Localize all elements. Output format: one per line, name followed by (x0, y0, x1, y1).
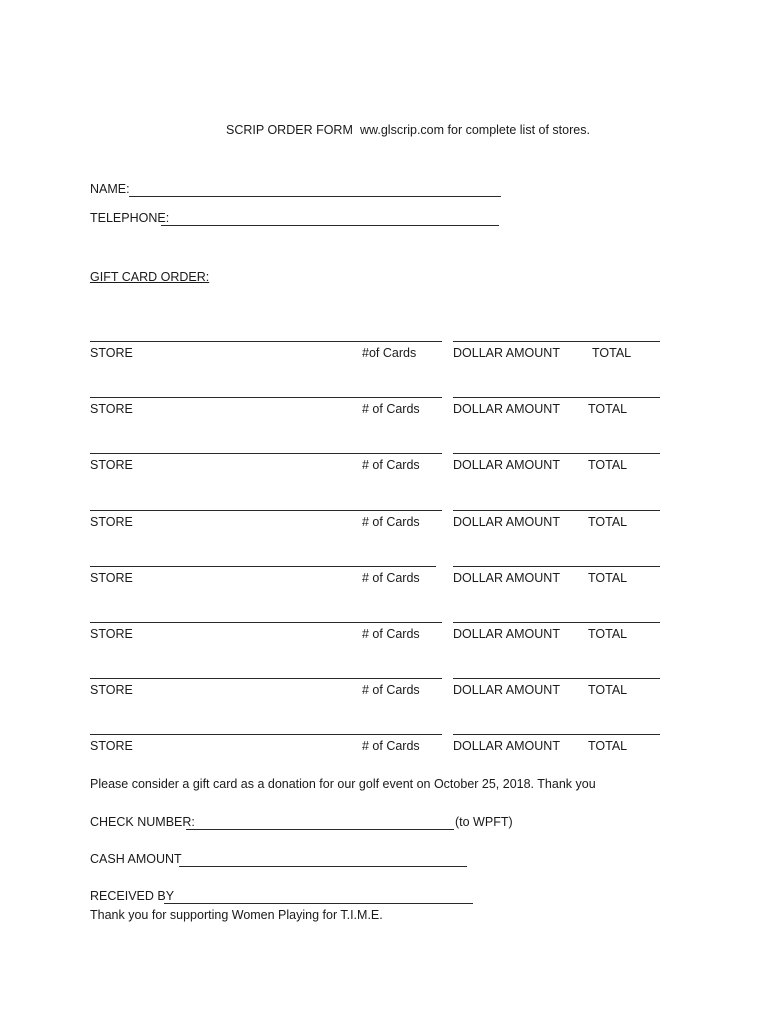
amount-entry-line[interactable] (453, 397, 660, 398)
amount-entry-line[interactable] (453, 678, 660, 679)
gift-card-order-heading: GIFT CARD ORDER: (90, 270, 210, 284)
dollar-amount-label: DOLLAR AMOUNT (453, 346, 560, 360)
dollar-amount-label: DOLLAR AMOUNT (453, 515, 560, 529)
total-label: TOTAL (588, 739, 628, 753)
website-note: ww.glscrip.com for complete list of stores. (360, 123, 590, 137)
store-entry-line[interactable] (90, 453, 442, 454)
check-number-label: CHECK NUMBER: (90, 815, 195, 829)
telephone-field[interactable] (161, 225, 499, 226)
dollar-amount-label: DOLLAR AMOUNT (453, 402, 560, 416)
store-entry-line[interactable] (90, 622, 442, 623)
amount-entry-line[interactable] (453, 510, 660, 511)
store-label: STORE (90, 683, 133, 697)
cards-count-label: # of Cards (362, 627, 420, 641)
store-label: STORE (90, 402, 133, 416)
total-label: TOTAL (588, 571, 628, 585)
amount-entry-line[interactable] (453, 341, 660, 342)
cards-count-label: # of Cards (362, 683, 420, 697)
store-entry-line[interactable] (90, 566, 436, 567)
store-label: STORE (90, 346, 133, 360)
store-entry-line[interactable] (90, 341, 442, 342)
donation-note: Please consider a gift card as a donation for our golf event on October 25, 2018. Thank you (90, 777, 596, 791)
dollar-amount-label: DOLLAR AMOUNT (453, 683, 560, 697)
cards-count-label: # of Cards (362, 515, 420, 529)
dollar-amount-label: DOLLAR AMOUNT (453, 458, 560, 472)
received-by-label: RECEIVED BY (90, 889, 175, 903)
total-label: TOTAL (588, 515, 628, 529)
cards-count-label: # of Cards (362, 739, 420, 753)
amount-entry-line[interactable] (453, 734, 660, 735)
store-label: STORE (90, 739, 133, 753)
total-label: TOTAL (592, 346, 632, 360)
store-label: STORE (90, 627, 133, 641)
total-label: TOTAL (588, 683, 628, 697)
dollar-amount-label: DOLLAR AMOUNT (453, 627, 560, 641)
thank-you-note: Thank you for supporting Women Playing for T.I.M.E. (90, 908, 383, 922)
name-label: NAME: (90, 182, 130, 196)
total-label: TOTAL (588, 627, 628, 641)
telephone-label: TELEPHONE: (90, 211, 170, 225)
store-entry-line[interactable] (90, 510, 442, 511)
amount-entry-line[interactable] (453, 453, 660, 454)
amount-entry-line[interactable] (453, 566, 660, 567)
received-by-field[interactable] (164, 903, 473, 904)
cards-count-label: #of Cards (362, 346, 417, 360)
check-number-field[interactable] (186, 829, 454, 830)
store-entry-line[interactable] (90, 678, 442, 679)
total-label: TOTAL (588, 402, 628, 416)
cash-amount-label: CASH AMOUNT (90, 852, 182, 866)
store-entry-line[interactable] (90, 397, 442, 398)
store-entry-line[interactable] (90, 734, 442, 735)
form-title: SCRIP ORDER FORM (226, 123, 353, 137)
cash-amount-field[interactable] (179, 866, 467, 867)
amount-entry-line[interactable] (453, 622, 660, 623)
store-label: STORE (90, 515, 133, 529)
cards-count-label: # of Cards (362, 402, 420, 416)
store-label: STORE (90, 458, 133, 472)
total-label: TOTAL (588, 458, 628, 472)
dollar-amount-label: DOLLAR AMOUNT (453, 571, 560, 585)
store-label: STORE (90, 571, 133, 585)
check-number-suffix: (to WPFT) (455, 815, 513, 829)
name-field[interactable] (129, 196, 501, 197)
cards-count-label: # of Cards (362, 458, 420, 472)
dollar-amount-label: DOLLAR AMOUNT (453, 739, 560, 753)
cards-count-label: # of Cards (362, 571, 420, 585)
